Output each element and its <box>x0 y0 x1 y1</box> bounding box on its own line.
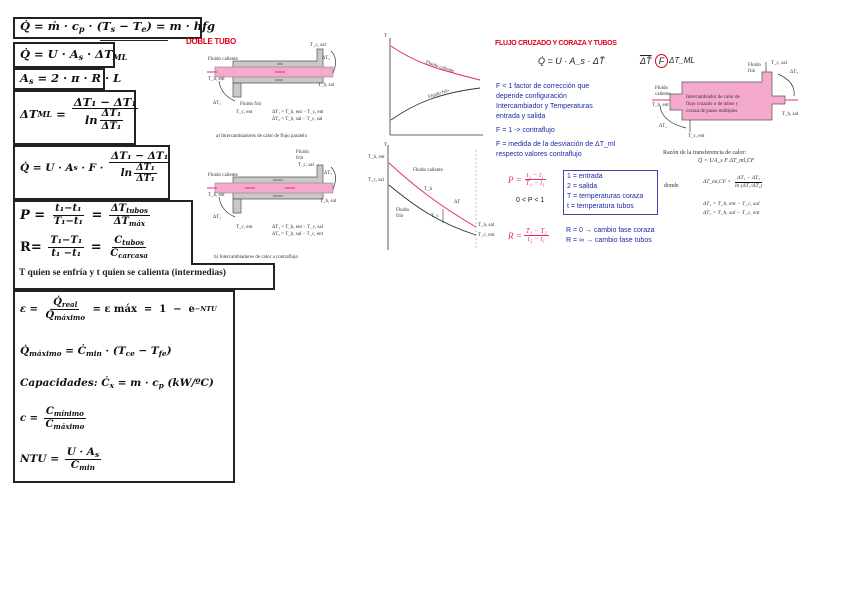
chart-bottom-th: T_h <box>424 187 433 192</box>
mp-cold-fluid: Fluido frío <box>748 63 762 74</box>
formula-capacity-ratio: c = $\frac{C_{mínimo}}{C_{máximo}}$ <box>20 406 85 431</box>
mp-tc-in: T_c, ent <box>688 134 705 139</box>
mp-tc-out: T_c, sal <box>771 61 787 66</box>
mp-th-out: T_h, sal <box>782 112 799 117</box>
legend-3: t = temperatura tubos <box>567 203 634 210</box>
formula-capacities: Capacidades: $Ċ_x = m \cdot c_p$ (kW/ºC) <box>20 377 214 390</box>
dt2-def-a: ΔT₂ = T_h, sal − T_c, sal <box>272 117 323 122</box>
parallel-flow-temperature-chart <box>385 38 485 138</box>
bullet-5: F = medida de la desviación de ΔT_ml <box>496 141 616 148</box>
mp-dt1: ΔT₁ <box>659 124 668 129</box>
formula-area: $A_s = 2 \cdot \pi \cdot R \cdot L$ <box>20 71 122 86</box>
th-in-label-b: T_h, ent <box>208 193 225 198</box>
tc-in-label-a: T_c, ent <box>236 110 253 115</box>
box-step-rule <box>191 263 275 265</box>
heat-rate-eq: Q̇ = UA_s F ΔT_ml,CF <box>698 158 755 164</box>
chart-bottom-dt: ΔT <box>454 200 461 205</box>
formula-effectiveness: ε = $\frac{Q̇_{real}}{Q̇_{máximo}}$ = ε máx = 1 − e −NTU <box>20 297 217 322</box>
heat-rate-dt2: ΔT₂ = T_h, sal − T_c, ent <box>703 210 760 216</box>
dt-ml-label: ΔT_ML <box>669 56 695 65</box>
dt1-label-a: ΔT₁ <box>213 101 222 106</box>
underline-rule <box>100 40 168 41</box>
cold-fluid-label-b: Fluido frío <box>296 150 310 161</box>
mp-dt2: ΔT₂ <box>790 70 799 75</box>
r-definition: R = $\frac{\text{T₁ − T₂}}{\text{t₂ − t₁}}$ <box>508 227 547 244</box>
chart-bottom-tc-out: T_c, sal <box>368 178 384 183</box>
formula-ntu: NTU = $\frac{U \cdot A_s}{C_{min}}$ <box>20 446 100 472</box>
mp-hot-fluid: Fluido caliente <box>655 86 671 97</box>
main-heat-rate-eq: Q̇ = U · A_s · ΔT̄ <box>538 56 605 66</box>
p-definition: P = $\frac{\text{t₂ − t₁}}{\text{T₁ − t₁}}$ <box>508 171 545 188</box>
formula-lmtd: ΔT ML = ΔT₁ − ΔT₁ ln $\frac{\text{ΔT₁}}{\text{ΔT₁}}$ <box>20 95 137 132</box>
chart-bottom-tc-in: T_c, ent <box>478 233 495 238</box>
dt1-def-b: ΔT₁ = T_h, ent − T_c, sal <box>272 225 323 230</box>
chart-bottom-th-out: T_h, sal <box>478 223 495 228</box>
bullet-0: F < 1 factor de corrección que <box>496 83 590 90</box>
bullet-3: entrada y salida <box>496 113 546 120</box>
flujo-cruzado-title: FLUJO CRUZADO Y CORAZA Y TUBOS <box>495 40 617 47</box>
th-in-label-a: T_h, ent <box>208 77 225 82</box>
chart-bottom-tc: T_c <box>431 214 439 219</box>
dt2-label-b: ΔT₂ <box>324 171 333 176</box>
legend-2: T = temperaturas coraza <box>567 193 644 200</box>
tc-in-label-b: T_c, ent <box>236 225 253 230</box>
chart-bottom-cold-label: Fluido frío <box>396 208 410 219</box>
heat-rate-title: Razón de la transferencia de calor: <box>663 150 747 156</box>
note-text: T quien se enfría y t quien se calienta (intermedias) <box>19 268 226 278</box>
chart-bottom-y-axis: T <box>384 143 388 148</box>
chart-bottom-th-in: T_h, ent <box>368 155 385 160</box>
mp-box-text-2: coraza de pasos múltiples <box>686 109 738 114</box>
caption-b: b) Intercambiadores de calor a contraflujo <box>214 255 298 260</box>
p-range: 0 < P < 1 <box>516 197 545 204</box>
tc-out-label-a: T_c, sal <box>310 43 326 48</box>
legend-0: 1 = entrada <box>567 173 603 180</box>
th-out-label-a: T_h, sal <box>318 83 335 88</box>
hot-fluid-label-b: Fluido caliente <box>208 173 238 178</box>
dt1-label-b: ΔT₁ <box>213 215 222 220</box>
caption-a: a) Intercambiadores de calor de flujo paralelo <box>216 134 308 139</box>
heat-rate-dt1: ΔT₁ = T_h, ent − T_c, sal <box>703 201 760 207</box>
formula-r: R = $\frac{\text{T₁−T₁}}{\text{t₁ −t₁}}$ = $\frac{C_{tubos}}{C_{carcasa}}$ <box>20 235 148 260</box>
bullet-2: Intercambiador y Temperaturas <box>496 103 593 110</box>
doble-tubo-title: DOBLE TUBO <box>186 37 236 46</box>
dt-mean-label: ΔT̄ <box>640 56 652 66</box>
bullet-6: respecto valores contraflujo <box>496 151 582 158</box>
r-note-0: R = 0 → cambio fase coraza <box>566 227 655 234</box>
mp-box-text-0: Intercambiador de calor de <box>686 95 740 100</box>
chart-top-cold-label: Fluido frío <box>427 88 450 101</box>
hot-fluid-label-a: Fluido caliente <box>208 57 238 62</box>
tc-out-label-b: T_c, sal <box>298 163 314 168</box>
chart-bottom-hot-label: Fluido caliente <box>413 168 443 173</box>
donde-label: donde <box>664 183 679 189</box>
chart-top-y-axis: T <box>384 34 388 39</box>
bullet-4: F = 1 -> contraflujo <box>496 127 555 134</box>
dt2-label-a: ΔT₂ <box>322 56 331 61</box>
f-factor-circled: F <box>655 54 668 68</box>
cold-fluid-label-a: Fluido frío <box>240 102 262 107</box>
bullet-1: depende configuración <box>496 93 567 100</box>
formula-heat-rate: Q̇ = ṁ · $c_p \cdot (T_s - T_e) = m$ · hfg <box>20 19 216 34</box>
mp-th-in: T_h, ent <box>652 103 669 108</box>
dt2-def-b: ΔT₂ = T_h, sal − T_c, ent <box>272 232 323 237</box>
r-note-1: R = ∞ → cambio fase tubos <box>566 237 652 244</box>
lmtd-cf-eq: ΔT_ml,CF = $\frac{\text{ΔT₁ − ΔT₂}}{\text{ln (ΔT₁/ΔT₂)}}$ <box>703 175 763 189</box>
formula-qdot-lmtd: Q̇ = $U \cdot A_s \cdot \Delta T_{ML}$ <box>20 47 128 62</box>
formula-qmax: $Q̇_{máximo}$ = $Ċ_{min} \cdot (T_{ce} - T_{fe})$ <box>20 345 172 358</box>
counterflow-temperature-chart <box>383 145 493 250</box>
dt1-def-a: ΔT₁ = T_h, ent − T_c, ent <box>272 110 324 115</box>
chart-top-hot-label: Fluido caliente <box>424 60 455 75</box>
legend-1: 2 = salida <box>567 183 598 190</box>
th-out-label-b: T_h, sal <box>320 199 337 204</box>
formula-p: P = $\frac{\text{t₁−t₁}}{\text{T₁−t₁}}$ = $\frac{\Delta T_{tubos}}{\Delta T_{máx}}$ <box>20 203 148 228</box>
mp-box-text-1: flujo cruzado o de tubos y <box>686 102 739 107</box>
formula-qdot-correction: Q̇ = U · A s · F · ΔT₁ − ΔT₁ ln $\frac{\text{ΔT₁}}{\text{ΔT₁}}$ <box>20 150 169 184</box>
